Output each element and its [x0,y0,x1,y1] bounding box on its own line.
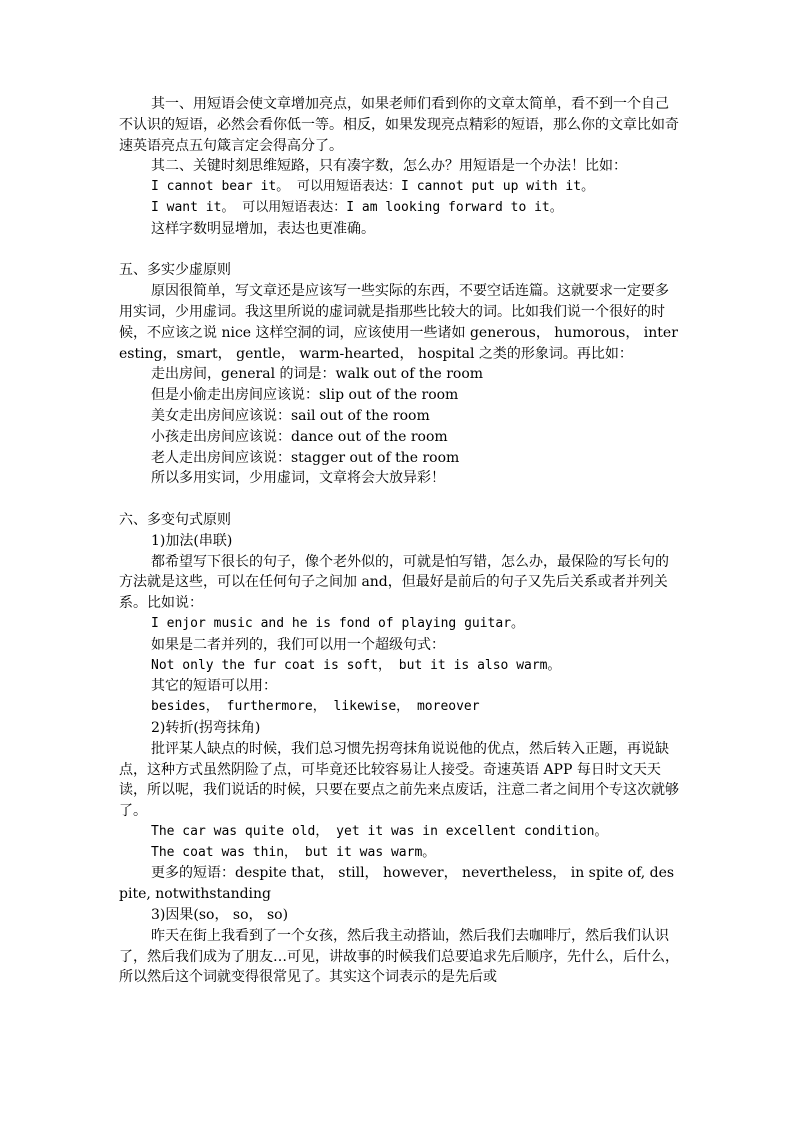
section-6-subheading-3: 3)因果(so， so， so) [151,907,289,924]
section-5-paragraph-1: 原因很简单，写文章还是应该写一些实际的东西，不要空话连篇。这就要求一定要多用实词，少用虚词。我这里所说的虚词就是指那些比较大的词。比如我们说一个很好的时候，不应该之说 nice 这样空洞的词，应该使用一些诸如 generous， humorous， interesting，smart， gentle， warm-hearted， hospital 之类的形象词。再比如： [119,283,678,362]
intro-paragraph-1: 其一、用短语会使文章增加亮点，如果老师们看到你的文章太简单，看不到一个自己不认识的短语，必然会看你低一等。相反，如果发现亮点精彩的短语，那么你的文章比如奇速英语亮点五句箴言定会得高分了。 [119,96,679,154]
section-5-line-2: 但是小偷走出房间应该说：slip out of the room [151,387,459,404]
spacer [119,489,679,510]
document-page [119,94,679,988]
intro-paragraph-2: 其二、关键时刻思维短路，只有凑字数，怎么办？用短语是一个办法！比如： [151,158,627,175]
section-6-example-4: The car was quite old， yet it was in excellent condition。 [151,823,608,839]
section-6-heading: 六、多变句式原则 [119,511,231,528]
section-6-paragraph-2: 如果是二者并列的，我们可以用一个超级句式： [151,636,445,653]
section-6-paragraph-3: 其它的短语可以用： [151,678,277,695]
section-6-subheading-2: 2)转折(拐弯抹角) [151,719,261,736]
section-6-example-1: I enjor music and he is fond of playing guitar。 [151,615,525,631]
section-5-line-5: 老人走出房间应该说：stagger out of the room [151,449,460,466]
section-6-paragraph-4: 批评某人缺点的时候，我们总习惯先拐弯抹角说说他的优点，然后转入正题，再说缺点，这种方式虽然阴险了点，可毕竟还比较容易让人接受。奇速英语 APP 每日时文天天读，所以呢，我们说话的时候，只要在要点之前先来点废话，注意二者之间用个专这次就够了。 [119,740,679,820]
section-6-paragraph-1: 都希望写下很长的句子，像个老外似的，可就是怕写错，怎么办，最保险的写长句的方法就是这些，可以在任何句子之间加 and，但最好是前后的句子又先后关系或者并列关系。比如说： [119,553,669,612]
spacer [119,240,679,261]
intro-paragraph-3: 这样字数明显增加，表达也更准确。 [151,220,375,237]
section-5-line-6: 所以多用实词，少用虚词，文章将会大放异彩！ [151,470,445,487]
section-5-line-1: 走出房间，general 的词是：walk out of the room [151,366,484,383]
intro-example-1: I cannot bear it。 可以用短语表达：I cannot put up with it。 [151,179,595,195]
section-5-line-4: 小孩走出房间应该说：dance out of the room [151,428,448,445]
section-5-heading: 五、多实少虚原则 [119,262,231,279]
section-5-line-3: 美女走出房间应该说：sail out of the room [151,407,430,424]
intro-example-2: I want it。 可以用短语表达：I am looking forward to it。 [151,199,563,215]
section-6-subheading-1: 1)加法(串联) [151,532,233,549]
section-6-paragraph-6: 昨天在街上我看到了一个女孩，然后我主动搭讪，然后我们去咖啡厅，然后我们认识了，然后我们成为了朋友…可见，讲故事的时候我们总要追求先后顺序，先什么，后什么，所以然后这个词就变得很常见了。其实这个词表示的是先后或 [119,927,679,986]
section-6-example-2: Not only the fur coat is soft， but it is also warm。 [151,657,561,673]
section-6-example-3: besides， furthermore， likewise， moreover [151,699,480,715]
section-6-example-5: The coat was thin， but it was warm。 [151,844,436,860]
section-6-paragraph-5: 更多的短语：despite that， still， however， nevertheless， in spite of, despite, notwithstanding [119,865,675,903]
